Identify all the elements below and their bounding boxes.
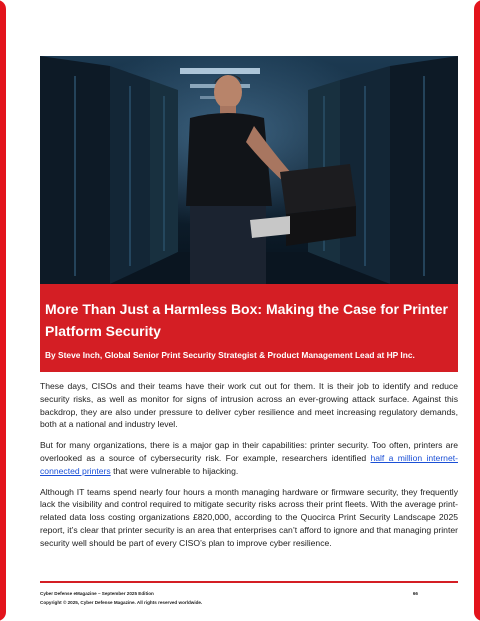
hero-photo bbox=[40, 56, 458, 284]
paragraph-2-text-start: But for many organizations, there is a major gap in their capabilities: printer security. Too often, printers are overlooked as a source of cybersecurity risk. For example, researchers identified bbox=[40, 440, 458, 463]
footer-edition: Cyber Defense eMagazine – September 2025 Edition bbox=[40, 591, 154, 596]
footer-copyright: Copyright © 2025, Cyber Defense Magazine. All rights reserved worldwide. bbox=[40, 600, 203, 605]
article-title-band bbox=[40, 284, 458, 372]
paragraph-2-text-end: that were vulnerable to hijacking. bbox=[110, 465, 239, 476]
footer-divider bbox=[40, 581, 458, 583]
article-title: More Than Just a Harmless Box: Making the Case for Printer Platform Security bbox=[45, 301, 448, 339]
footer-edition-line bbox=[40, 591, 418, 596]
left-edge-accent bbox=[0, 0, 6, 621]
right-edge-accent bbox=[474, 0, 480, 621]
page-number: 66 bbox=[412, 591, 418, 596]
paragraph-3: Although IT teams spend nearly four hours a month managing hardware or firmware security, they frequently lack the visibility and control required to mitigate security risks across their print fleets. With the average print-related data loss costing organizations £820,000, according to the Quocirca Print Security Landscape 2025 report, it’s clear that printer security is an area that enterprises can’t afford to ignore and that managing printer security well should be part of every CISO’s plan to improve cyber resilience. bbox=[40, 486, 458, 548]
article-body bbox=[40, 380, 458, 558]
paragraph-1: These days, CISOs and their teams have their work cut out for them. It is their job to identify and reduce security risks, as well as monitor for signs of intrusion across an ever-growing attack surface. Against this backdrop, they are also under pressure to deliver cyber resilience and meet increasing regulatory demands, both at a national and industry level. bbox=[40, 381, 458, 430]
paragraph-2 bbox=[40, 439, 458, 477]
article-byline: By Steve Inch, Global Senior Print Security Strategist & Product Management Lead at HP Inc. bbox=[45, 350, 415, 360]
printers-research-link[interactable]: half a million internet-connected printers bbox=[40, 452, 458, 476]
